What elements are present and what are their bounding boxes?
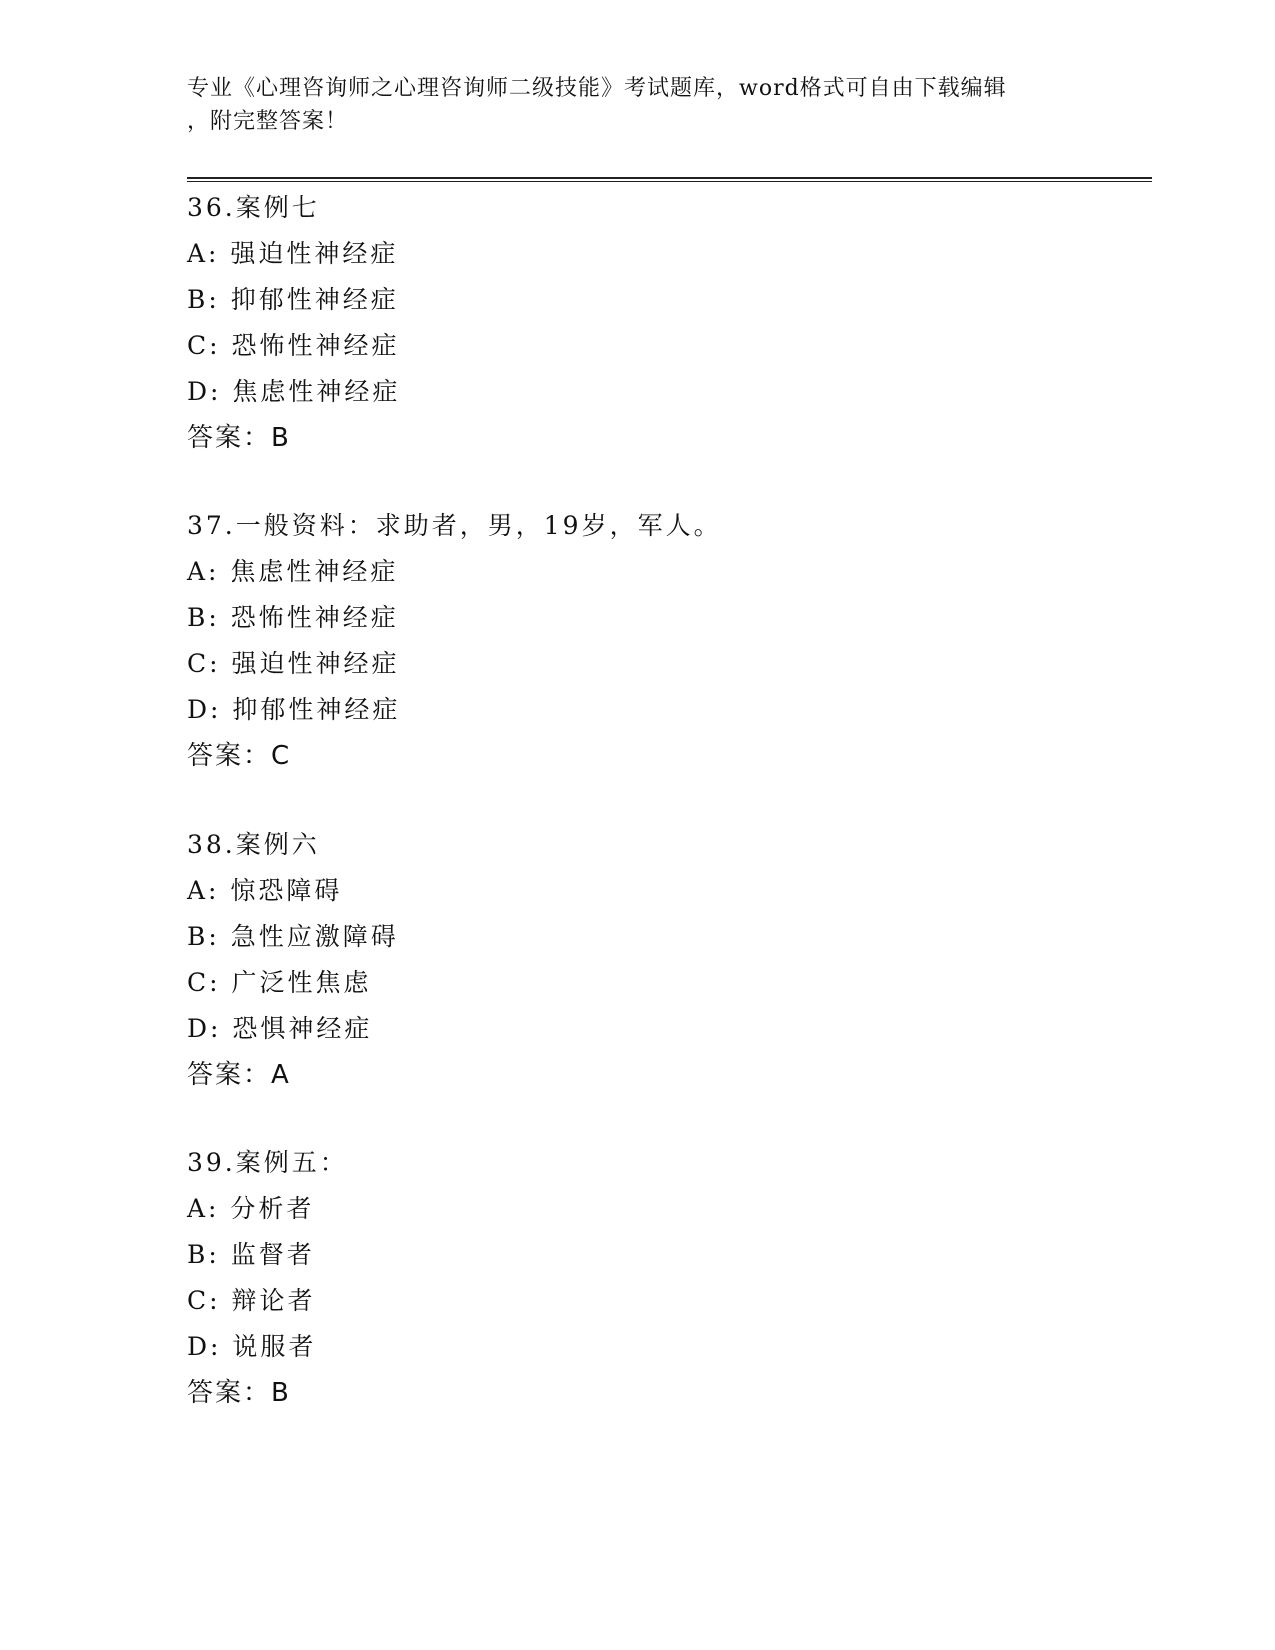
option-c: C: 辩论者 [187, 1286, 316, 1315]
question-stem: 37.一般资料：求助者，男，19岁，军人。 [187, 511, 722, 540]
document-header [187, 72, 1087, 138]
option-a: A: 惊恐障碍 [187, 876, 343, 905]
option-b: B: 监督者 [187, 1240, 315, 1269]
option-c: C: 恐怖性神经症 [187, 331, 400, 360]
question-stem: 36.案例七 [187, 193, 320, 222]
answer-line: 答案：B [187, 1378, 291, 1408]
question-36 [187, 185, 1087, 461]
option-d: D: 恐惧神经症 [187, 1014, 373, 1043]
option-b: B: 抑郁性神经症 [187, 285, 399, 314]
question-stem: 39.案例五： [187, 1148, 348, 1177]
header-line-2: ，附完整答案！ [187, 109, 349, 134]
option-c: C: 强迫性神经症 [187, 649, 400, 678]
option-c: C: 广泛性焦虑 [187, 968, 372, 997]
answer-line: 答案：A [187, 1060, 291, 1090]
option-d: D: 抑郁性神经症 [187, 695, 401, 724]
question-39 [187, 1140, 1087, 1416]
header-line-1: 专业《心理咨询师之心理咨询师二级技能》考试题库，word格式可自由下载编辑 [187, 76, 1007, 101]
question-38 [187, 822, 1087, 1098]
header-divider [187, 177, 1152, 182]
option-b: B: 急性应激障碍 [187, 922, 399, 951]
option-b: B: 恐怖性神经症 [187, 603, 399, 632]
option-a: A: 强迫性神经症 [187, 239, 399, 268]
option-d: D: 焦虑性神经症 [187, 377, 401, 406]
option-a: A: 分析者 [187, 1194, 315, 1223]
option-d: D: 说服者 [187, 1332, 317, 1361]
question-37 [187, 503, 1087, 779]
answer-line: 答案：C [187, 741, 292, 771]
answer-line: 答案：B [187, 423, 291, 453]
question-stem: 38.案例六 [187, 830, 320, 859]
option-a: A: 焦虑性神经症 [187, 557, 399, 586]
